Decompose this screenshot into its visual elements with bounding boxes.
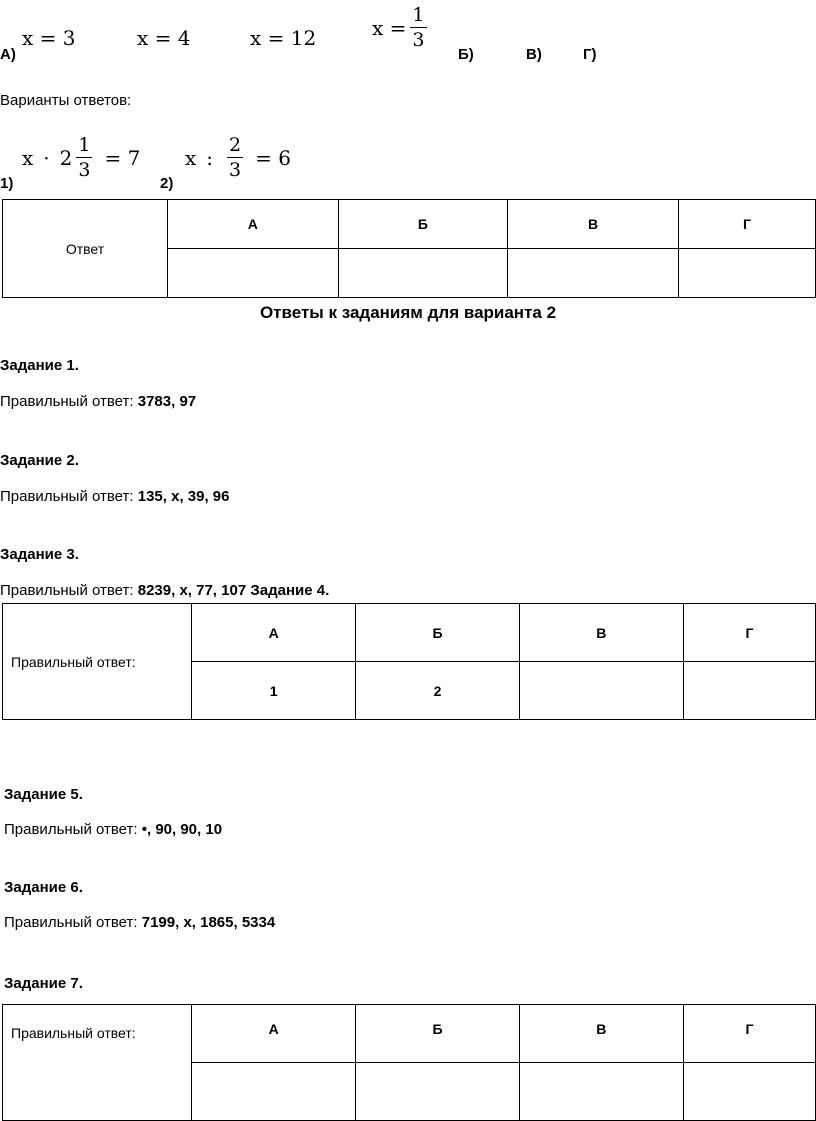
section-title: Ответы к заданиям для варианта 2 <box>259 303 557 322</box>
option-a-label: А) <box>0 46 16 63</box>
task-2-answer <box>0 488 229 505</box>
equation-1-whole: 2 <box>59 146 73 170</box>
fraction-numerator: 2 <box>229 134 242 156</box>
task-5-title: Задание 5. <box>4 786 83 803</box>
task-5-answer-value: •, 90, 90, 10 <box>141 821 223 838</box>
table-1-answer-a[interactable] <box>168 249 339 298</box>
task-2-title: Задание 2. <box>0 452 79 469</box>
task-3-answer-prefix: Правильный ответ: <box>0 582 138 599</box>
equation-2-fraction <box>227 136 243 180</box>
fraction-denominator: 3 <box>78 159 91 181</box>
task-2-answer-value: 135, x, 39, 96 <box>137 488 230 505</box>
equation-1-mixed-number <box>60 136 97 180</box>
equation-2 <box>185 136 291 180</box>
table-1-header-a: А <box>168 200 339 249</box>
option-eq-4-lhs: x = <box>372 16 407 40</box>
answer-table-4 <box>2 603 816 720</box>
answer-table-7 <box>2 1004 816 1121</box>
table-1-header-g: Г <box>678 200 815 249</box>
fraction-denominator: 3 <box>412 29 425 51</box>
task-1-title: Задание 1. <box>0 357 79 374</box>
table-7-header-g: Г <box>683 1005 815 1063</box>
task-2-answer-prefix: Правильный ответ: <box>0 488 138 505</box>
table-4-answer-g <box>683 662 815 720</box>
equation-1-label: 1) <box>0 175 14 192</box>
task-3-title: Задание 3. <box>0 546 79 563</box>
table-4-answer-b: 2 <box>356 662 519 720</box>
equation-2-rhs: = 6 <box>255 146 291 170</box>
table-1-header-v: В <box>508 200 679 249</box>
table-7-answer-b <box>356 1063 519 1121</box>
table-4-answer-a: 1 <box>192 662 356 720</box>
task-5-answer <box>4 821 222 838</box>
option-eq-4 <box>372 6 431 50</box>
table-1-answer-g[interactable] <box>678 249 815 298</box>
equation-1 <box>22 136 140 180</box>
task-6-title: Задание 6. <box>4 879 83 896</box>
equation-1-operator: · <box>43 146 50 170</box>
option-v-label: В) <box>526 46 542 63</box>
table-1-answer-b[interactable] <box>338 249 508 298</box>
table-7-answer-g <box>683 1063 815 1121</box>
task-1-answer-value: 3783, 97 <box>137 393 197 410</box>
table-4-header-a: А <box>192 604 356 662</box>
equation-2-label: 2) <box>160 175 174 192</box>
task-3-answer-value: 8239, x, 77, 107 <box>137 582 247 599</box>
equation-1-fraction <box>76 136 92 180</box>
task-5-answer-prefix: Правильный ответ: <box>4 821 142 838</box>
table-4-header-b: Б <box>356 604 519 662</box>
equation-2-operator: : <box>206 146 214 170</box>
task-3-answer <box>0 582 329 599</box>
table-7-header-a: А <box>192 1005 356 1063</box>
equation-1-x: x <box>22 146 34 170</box>
table-1-answer-v[interactable] <box>508 249 679 298</box>
option-eq-4-fraction <box>410 6 426 50</box>
equation-1-rhs: = 7 <box>104 146 141 170</box>
table-7-row-label: Правильный ответ: <box>3 1005 192 1121</box>
table-1-row-label: Ответ <box>3 200 168 298</box>
fraction-denominator: 3 <box>229 159 242 181</box>
equation-2-x: x <box>185 146 197 170</box>
table-4-header-v: В <box>519 604 683 662</box>
table-4-row-label: Правильный ответ: <box>3 604 192 720</box>
option-g-label: Г) <box>583 46 597 63</box>
option-eq-1: x = 3 <box>22 26 76 50</box>
task-6-answer-value: 7199, x, 1865, 5334 <box>141 914 276 931</box>
answers-label: Варианты ответов: <box>0 92 132 109</box>
task-6-answer-prefix: Правильный ответ: <box>4 914 142 931</box>
table-4-answer-v <box>519 662 683 720</box>
table-1-header-b: Б <box>338 200 508 249</box>
task-7-title: Задание 7. <box>4 975 83 992</box>
answer-table-1 <box>2 199 816 298</box>
table-7-header-v: В <box>519 1005 683 1063</box>
fraction-numerator: 1 <box>78 134 91 156</box>
task-1-answer <box>0 393 196 410</box>
table-7-answer-a <box>192 1063 356 1121</box>
table-4-header-g: Г <box>683 604 815 662</box>
table-7-answer-v <box>519 1063 683 1121</box>
task-4-title: Задание 4. <box>250 582 330 599</box>
fraction-numerator: 1 <box>412 4 425 26</box>
option-eq-2: x = 4 <box>137 26 191 50</box>
task-6-answer <box>4 914 275 931</box>
table-7-header-b: Б <box>356 1005 519 1063</box>
option-eq-3: x = 12 <box>250 26 317 50</box>
task-1-answer-prefix: Правильный ответ: <box>0 393 138 410</box>
option-b-label: Б) <box>458 46 474 63</box>
